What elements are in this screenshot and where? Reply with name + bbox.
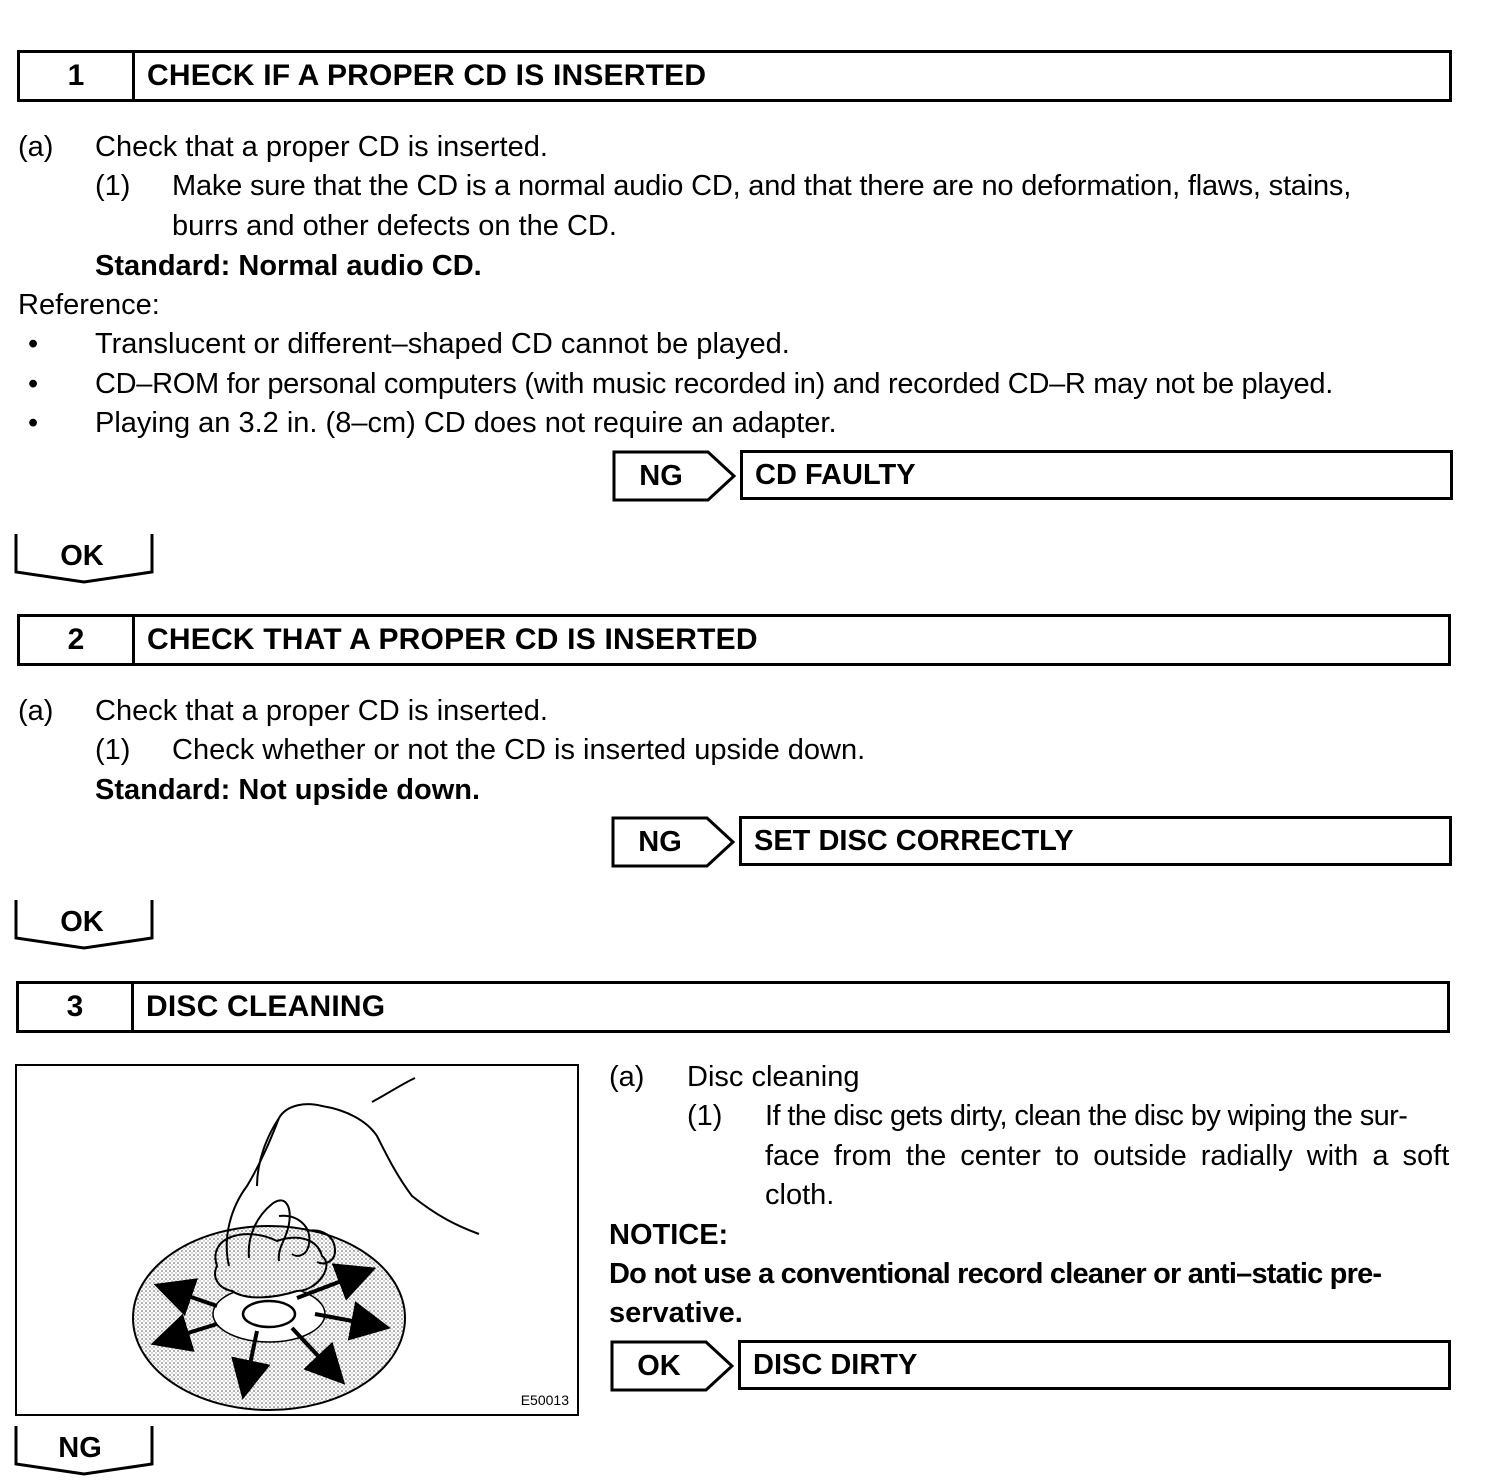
step1-header [17,50,1452,102]
step3-sub1-line1: If the disc gets dirty, clean the disc by wiping the sur- [765,1100,1408,1132]
step1-bullet-1: Translucent or different–shaped CD cannot be played. [95,328,790,360]
step1-sub1-marker: (1) [95,170,131,202]
step3-a-text: Disc cleaning [687,1061,860,1093]
step3-notice-label: NOTICE: [609,1219,729,1251]
step1-number: 1 [20,53,135,99]
step2-title: CHECK THAT A PROPER CD IS INSERTED [147,623,758,656]
step3-title: DISC CLEANING [146,990,386,1023]
step3-notice-line2: servative. [609,1297,743,1329]
step3-notice-line1: Do not use a conventional record cleaner or anti–static pre- [609,1258,1382,1290]
step1-bullet-2: CD–ROM for personal computers (with music recorded in) and recorded CD–R may not be played. [95,368,1333,400]
step3-number: 3 [19,984,134,1030]
step3-ng-label: NG [58,1432,102,1464]
step2-ng-result: SET DISC CORRECTLY [739,816,1452,866]
step2-number: 2 [20,617,135,663]
step3-a-marker: (a) [609,1061,645,1093]
step1-a-text: Check that a proper CD is inserted. [95,131,548,163]
step3-sub1-line3: cloth. [765,1179,835,1211]
step2-a-text: Check that a proper CD is inserted. [95,695,548,727]
figure-code: E50013 [520,1392,569,1408]
step2-ok-label: OK [60,906,104,938]
step3-sub1-line2: face from the center to outside radially with a soft [765,1140,1450,1172]
step1-sub1-line1: Make sure that the CD is a normal audio CD, and that there are no deformation, flaws, stains, [172,170,1352,202]
step1-ng-result: CD FAULTY [740,450,1453,500]
step3-header [16,981,1450,1033]
disc-cleaning-figure [15,1064,579,1416]
step1-reference-label: Reference: [18,289,160,321]
step2-header [17,614,1451,666]
disc-wiping-illustration [17,1066,577,1414]
step3-ok-label: OK [637,1349,681,1382]
bullet-dot: • [28,368,39,400]
step1-bullet-3: Playing an 3.2 in. (8–cm) CD does not require an adapter. [95,407,837,439]
step2-ng-label: NG [638,825,682,858]
step1-title: CHECK IF A PROPER CD IS INSERTED [147,59,707,92]
step2-standard: Standard: Not upside down. [95,774,481,806]
step3-ok-result: DISC DIRTY [738,1340,1451,1390]
step2-sub1-text: Check whether or not the CD is inserted upside down. [172,734,866,766]
step2-a-marker: (a) [18,695,54,727]
step2-sub1-marker: (1) [95,734,131,766]
step1-ng-label: NG [639,459,683,492]
step1-sub1-line2: burrs and other defects on the CD. [172,210,617,242]
step3-sub1-marker: (1) [687,1100,723,1132]
step1-standard: Standard: Normal audio CD. [95,250,482,282]
step1-ok-label: OK [60,540,104,572]
step1-a-marker: (a) [18,131,54,163]
bullet-dot: • [28,328,39,360]
bullet-dot: • [28,407,39,439]
